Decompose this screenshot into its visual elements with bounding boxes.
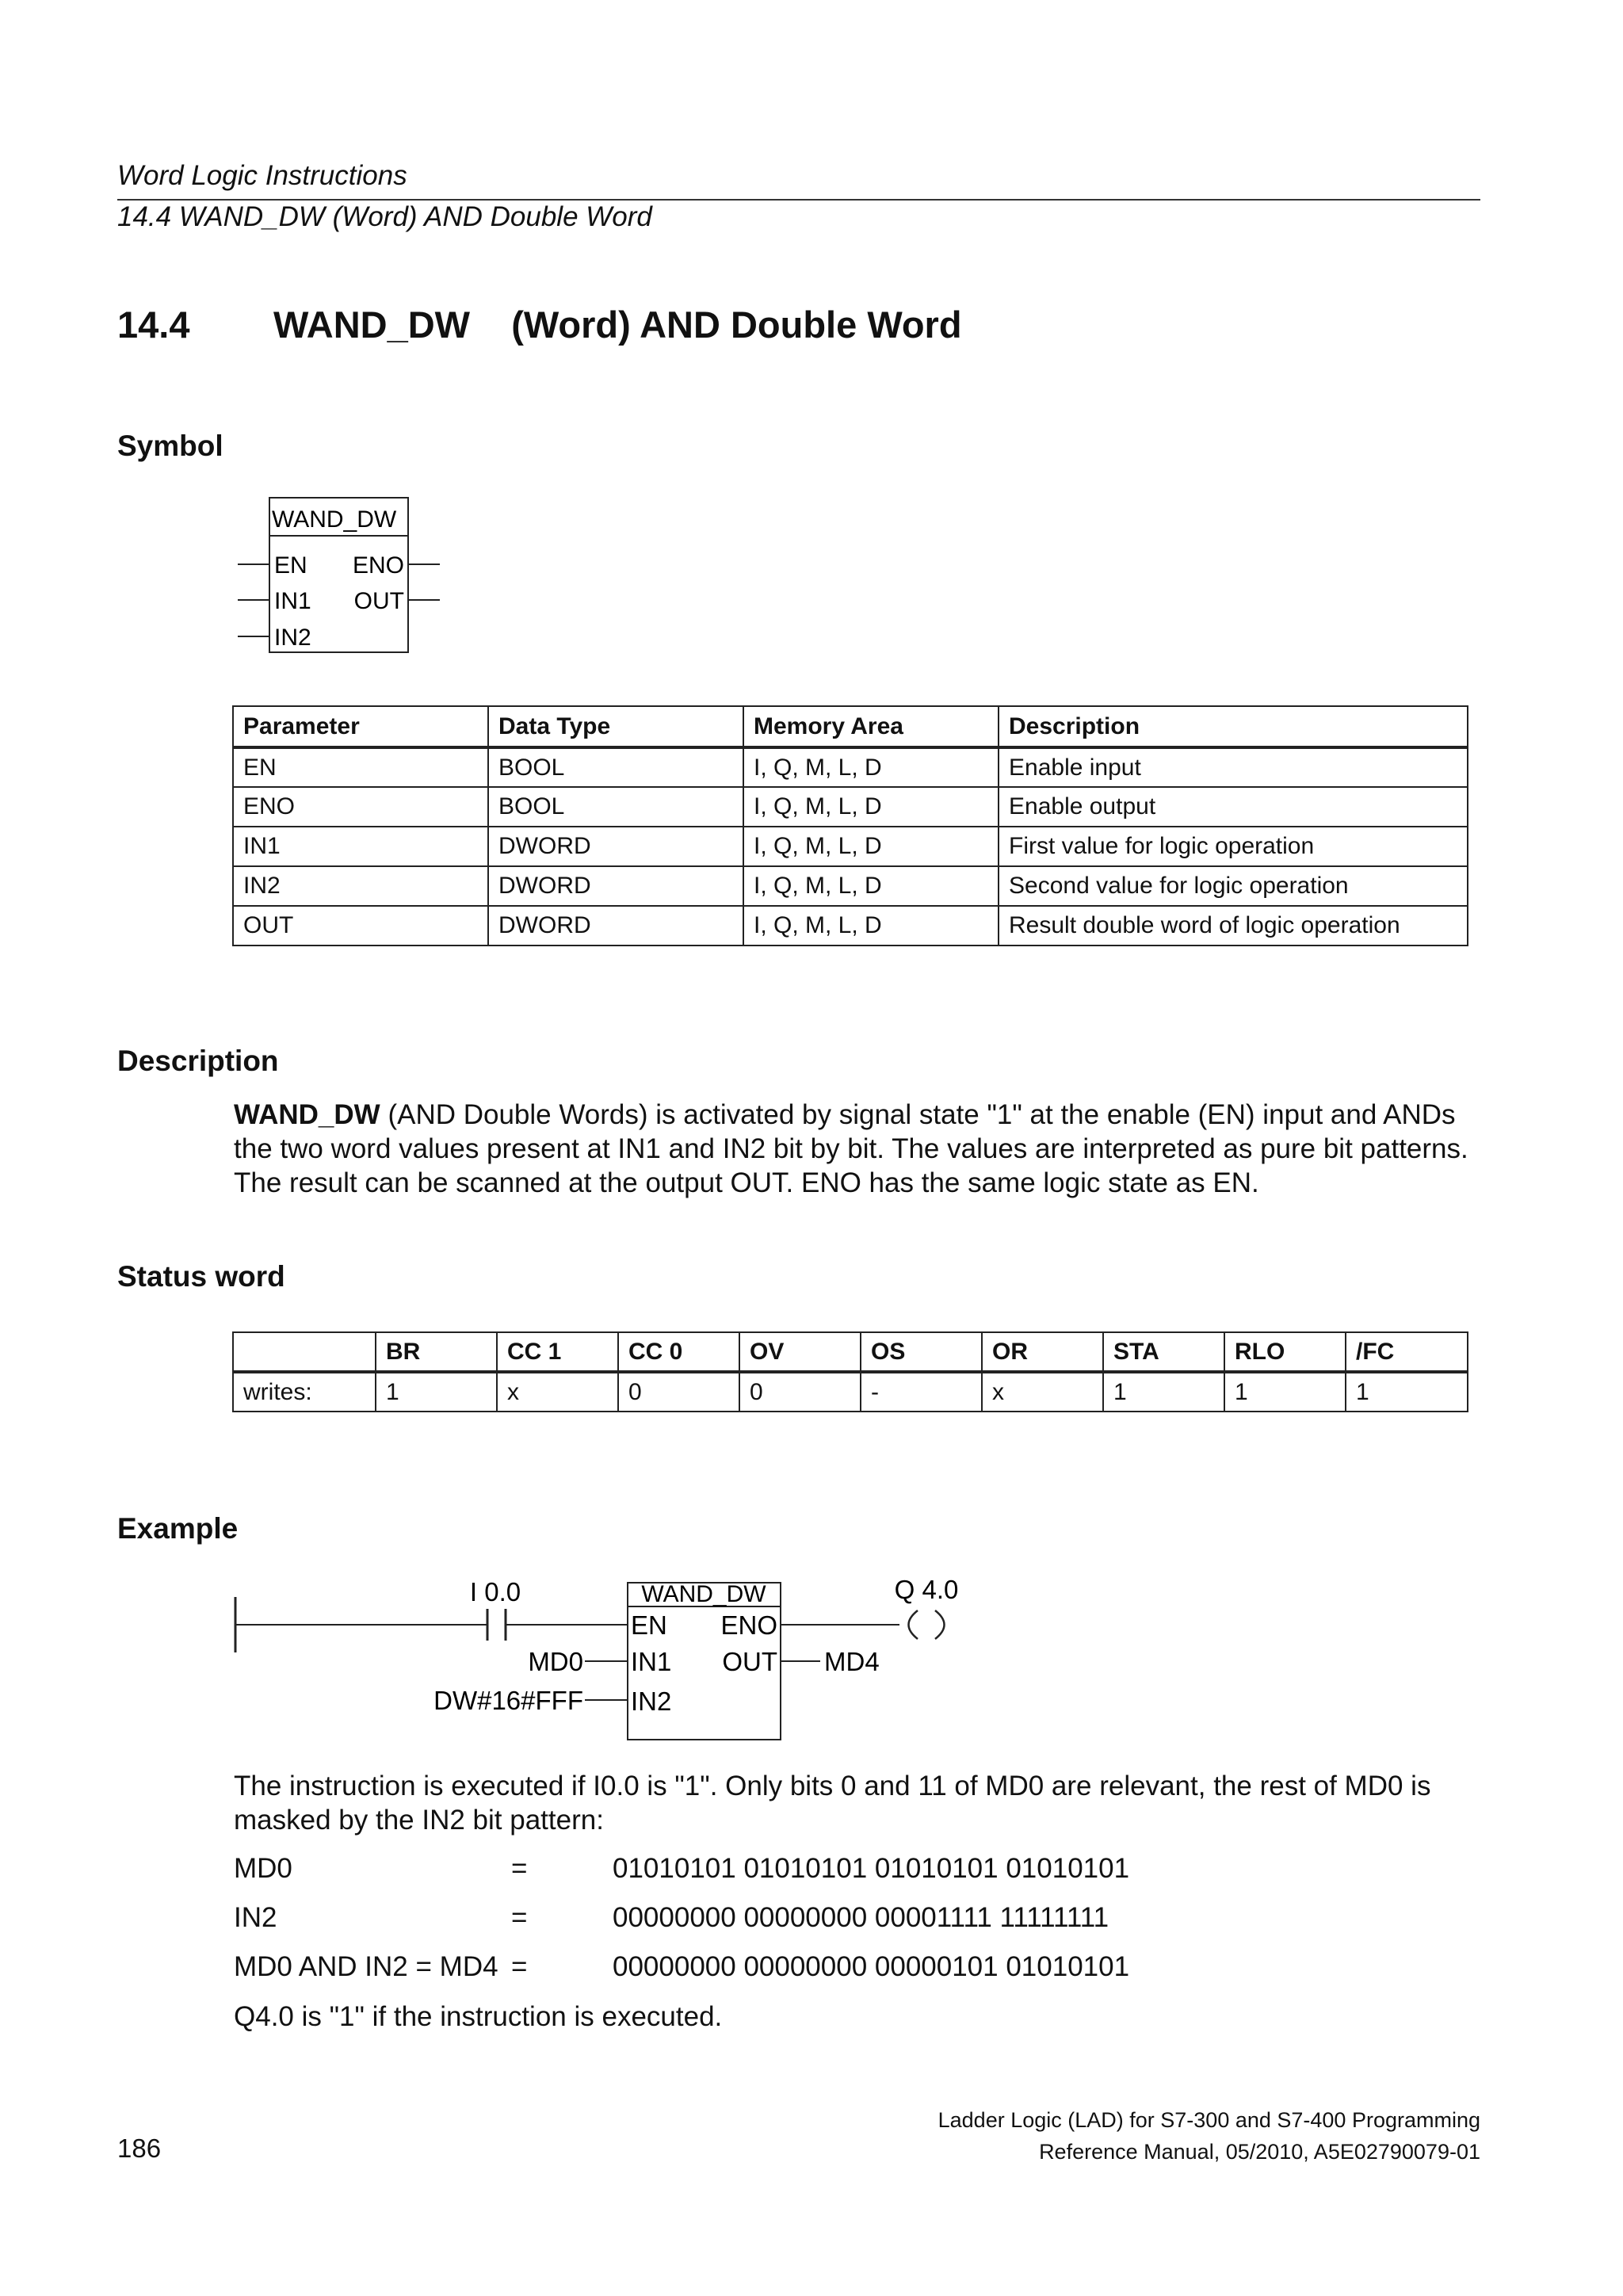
symbol-en-label: EN bbox=[274, 552, 307, 579]
equation-operator: = bbox=[511, 1902, 528, 1933]
table-cell: Result double word of logic operation bbox=[999, 906, 1468, 946]
section-number: 14.4 bbox=[117, 304, 190, 346]
table-cell: EN bbox=[233, 747, 488, 787]
table-cell: Enable input bbox=[999, 747, 1468, 787]
example-en-label: EN bbox=[631, 1610, 667, 1640]
table-cell: x bbox=[497, 1372, 618, 1412]
table-cell: I, Q, M, L, D bbox=[743, 787, 999, 827]
column-header: BR bbox=[376, 1332, 497, 1372]
column-header: OS bbox=[861, 1332, 982, 1372]
example-in1-label: IN1 bbox=[631, 1647, 672, 1676]
equation-operator: = bbox=[511, 1951, 528, 1982]
table-row bbox=[233, 787, 1468, 827]
table-cell: Second value for logic operation bbox=[999, 866, 1468, 906]
table-cell: 1 bbox=[1346, 1372, 1468, 1412]
symbol-eno-label: ENO bbox=[352, 552, 404, 579]
table-row bbox=[233, 827, 1468, 866]
column-header: CC 0 bbox=[618, 1332, 739, 1372]
equation-rhs: 00000000 00000000 00001111 11111111 bbox=[613, 1902, 1109, 1933]
coil-label: Q 4.0 bbox=[894, 1575, 959, 1604]
table-cell: ENO bbox=[233, 787, 488, 827]
column-header bbox=[233, 1332, 376, 1372]
table-row bbox=[233, 866, 1468, 906]
table-cell: DWORD bbox=[488, 906, 743, 946]
table-cell: I, Q, M, L, D bbox=[743, 827, 999, 866]
example-heading: Example bbox=[117, 1512, 239, 1545]
table-cell: OUT bbox=[233, 906, 488, 946]
example-result: Q4.0 is "1" if the instruction is executed. bbox=[234, 2001, 723, 2032]
parameter-table bbox=[232, 705, 1468, 946]
example-in2-label: IN2 bbox=[631, 1687, 672, 1716]
table-cell: x bbox=[982, 1372, 1103, 1412]
status-word-table bbox=[232, 1331, 1468, 1412]
example-paragraph: The instruction is executed if I0.0 is "1". Only bits 0 and 11 of MD0 are relevant, the rest of MD0 is masked by the IN2 bit pattern: bbox=[234, 1771, 1431, 1836]
column-header: RLO bbox=[1224, 1332, 1346, 1372]
description-heading: Description bbox=[117, 1045, 279, 1077]
page-number: 186 bbox=[117, 2134, 162, 2163]
equation-rhs: 01010101 01010101 01010101 01010101 bbox=[613, 1853, 1130, 1884]
example-out-label: OUT bbox=[722, 1647, 777, 1676]
symbol-heading: Symbol bbox=[117, 430, 223, 462]
table-cell: 1 bbox=[376, 1372, 497, 1412]
table-cell: DWORD bbox=[488, 827, 743, 866]
symbol-in2-label: IN2 bbox=[274, 625, 311, 651]
example-box-name: WAND_DW bbox=[641, 1581, 766, 1607]
running-header-section: 14.4 WAND_DW (Word) AND Double Word bbox=[117, 201, 652, 232]
example-eno-label: ENO bbox=[720, 1610, 777, 1640]
table-cell: 0 bbox=[739, 1372, 861, 1412]
column-header: Data Type bbox=[488, 706, 743, 747]
coil-symbol bbox=[909, 1610, 918, 1639]
equation-lhs: MD0 AND IN2 = MD4 bbox=[234, 1951, 498, 1982]
table-cell: 1 bbox=[1224, 1372, 1346, 1412]
in1-operand: MD0 bbox=[528, 1647, 583, 1676]
table-cell: - bbox=[861, 1372, 982, 1412]
header-rule bbox=[117, 199, 1480, 201]
running-header-chapter: Word Logic Instructions bbox=[117, 160, 407, 191]
contact-label: I 0.0 bbox=[469, 1577, 521, 1606]
symbol-box-name: WAND_DW bbox=[272, 506, 397, 533]
table-row bbox=[233, 906, 1468, 946]
description-body: (AND Double Words) is activated by signal state "1" at the enable (EN) input and ANDs the two word values present at IN1 and IN2 bit by bit. The values are interpreted as pure bit patterns. The result can be scanned at the output OUT. ENO has the same logic state as EN. bbox=[234, 1099, 1468, 1198]
table-cell: IN1 bbox=[233, 827, 488, 866]
column-header: Parameter bbox=[233, 706, 488, 747]
in2-operand: DW#16#FFF bbox=[433, 1686, 583, 1715]
table-cell: 1 bbox=[1103, 1372, 1224, 1412]
column-header: Memory Area bbox=[743, 706, 999, 747]
table-cell: I, Q, M, L, D bbox=[743, 906, 999, 946]
symbol-in1-label: IN1 bbox=[274, 588, 311, 614]
column-header: OV bbox=[739, 1332, 861, 1372]
table-cell: BOOL bbox=[488, 787, 743, 827]
symbol-diagram bbox=[230, 495, 452, 658]
table-cell: BOOL bbox=[488, 747, 743, 787]
footer-line-2: Reference Manual, 05/2010, A5E02790079-01 bbox=[1039, 2140, 1480, 2164]
table-cell: Enable output bbox=[999, 787, 1468, 827]
table-cell: IN2 bbox=[233, 866, 488, 906]
page-title: WAND_DW (Word) AND Double Word bbox=[273, 304, 962, 346]
column-header: CC 1 bbox=[497, 1332, 618, 1372]
column-header: OR bbox=[982, 1332, 1103, 1372]
table-cell: I, Q, M, L, D bbox=[743, 866, 999, 906]
equation-lhs: IN2 bbox=[234, 1902, 277, 1933]
column-header: STA bbox=[1103, 1332, 1224, 1372]
equation-lhs: MD0 bbox=[234, 1853, 292, 1884]
equation-rhs: 00000000 00000000 00000101 01010101 bbox=[613, 1951, 1130, 1982]
table-cell: writes: bbox=[233, 1372, 376, 1412]
parameter-table-header bbox=[233, 706, 1468, 747]
out-operand: MD4 bbox=[824, 1647, 880, 1676]
description-paragraph bbox=[234, 1098, 1478, 1200]
table-cell: First value for logic operation bbox=[999, 827, 1468, 866]
table-row bbox=[233, 1372, 1468, 1412]
table-cell: I, Q, M, L, D bbox=[743, 747, 999, 787]
status-word-header bbox=[233, 1332, 1468, 1372]
ladder-diagram bbox=[230, 1573, 991, 1748]
column-header: Description bbox=[999, 706, 1468, 747]
description-lead: WAND_DW bbox=[234, 1099, 380, 1130]
column-header: /FC bbox=[1346, 1332, 1468, 1372]
table-cell: 0 bbox=[618, 1372, 739, 1412]
equation-operator: = bbox=[511, 1853, 528, 1884]
symbol-out-label: OUT bbox=[353, 588, 404, 614]
table-row bbox=[233, 747, 1468, 787]
status-word-heading: Status word bbox=[117, 1260, 285, 1293]
table-cell: DWORD bbox=[488, 866, 743, 906]
footer-line-1: Ladder Logic (LAD) for S7-300 and S7-400 Programming bbox=[938, 2108, 1480, 2132]
